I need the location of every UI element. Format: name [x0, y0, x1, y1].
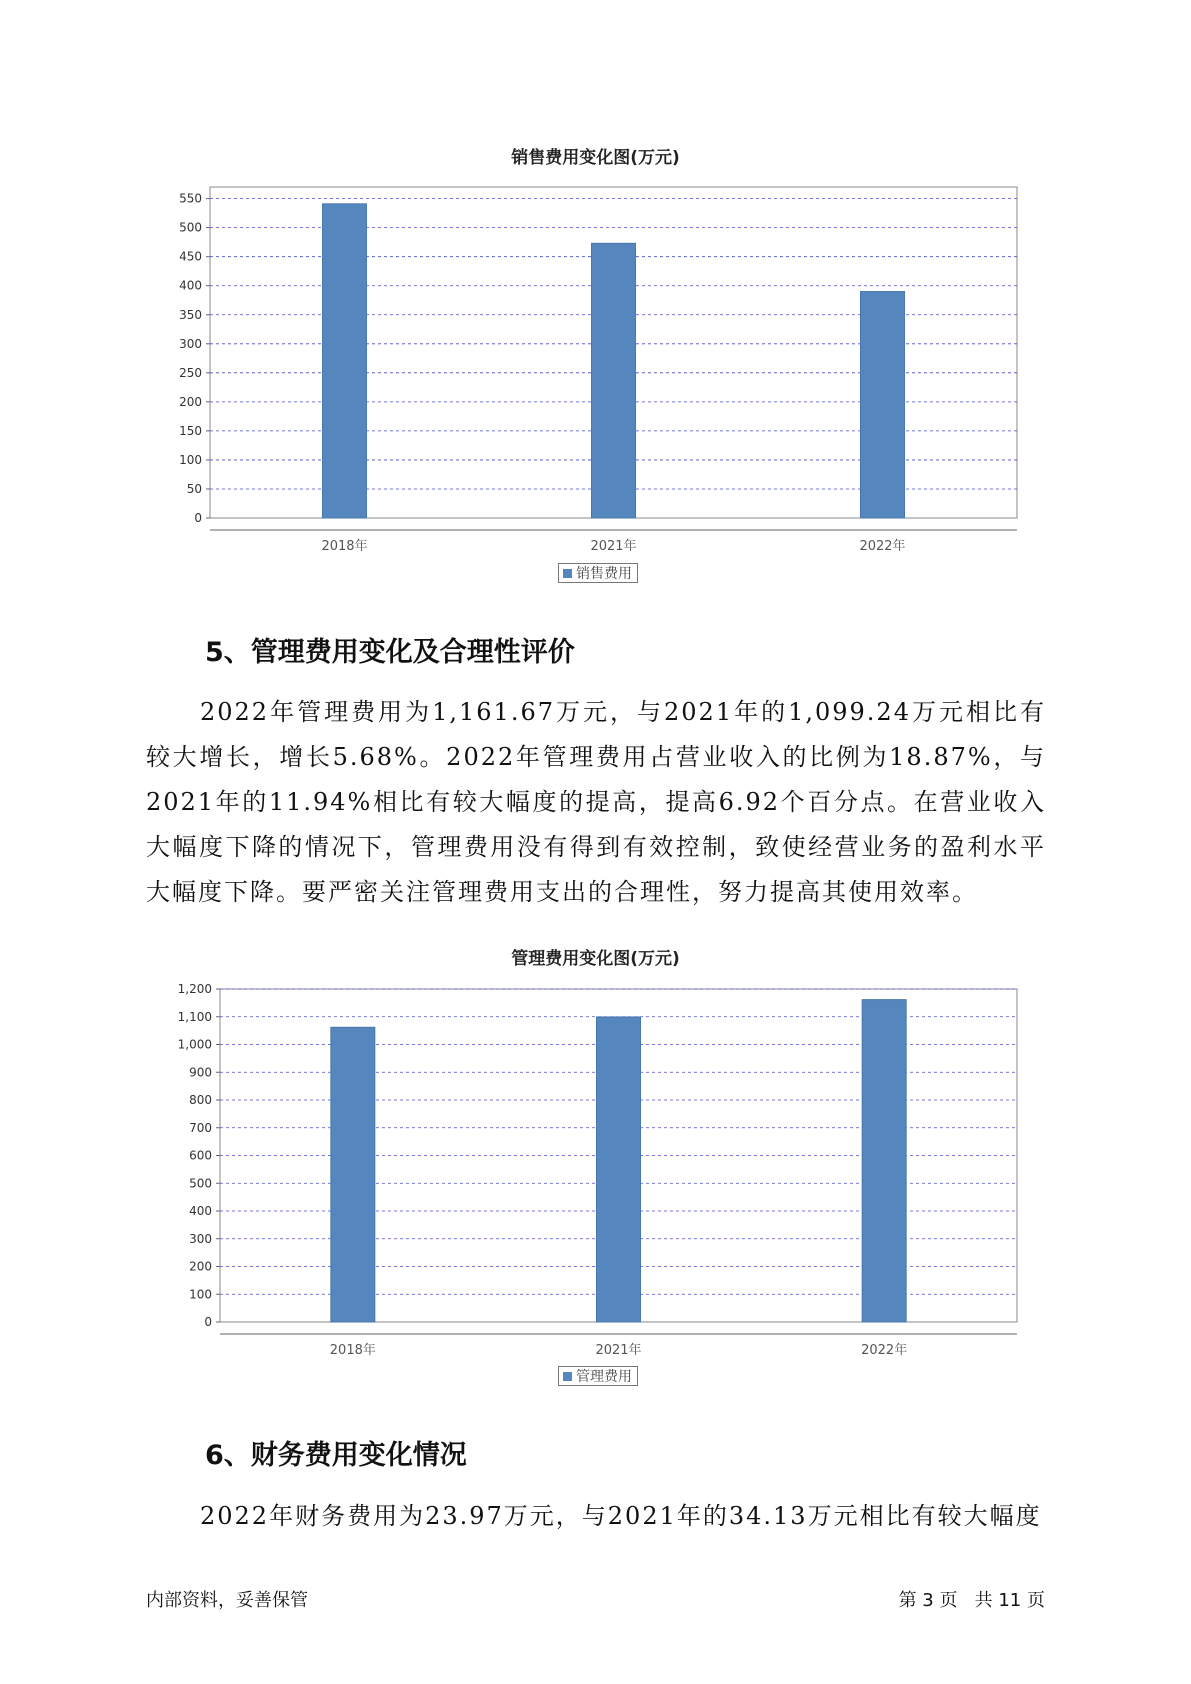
footer-left: 内部资料，妥善保管 — [146, 1590, 308, 1611]
legend-swatch — [563, 1372, 572, 1381]
y-tick-label: 50 — [186, 481, 202, 496]
section-5-heading: 5、管理费用变化及合理性评价 — [205, 637, 575, 668]
x-tick-label: 2021年 — [590, 539, 637, 554]
y-tick-label: 1,100 — [177, 1009, 212, 1024]
section-6-paragraph: 2022年财务费用为23.97万元，与2021年的34.13万元相比有较大幅度 — [200, 1502, 1042, 1530]
y-tick-label: 450 — [179, 249, 202, 264]
y-tick-label: 0 — [204, 1315, 212, 1329]
y-tick-label: 500 — [189, 1176, 212, 1191]
y-tick-label: 500 — [179, 220, 202, 235]
y-tick-label: 100 — [189, 1287, 212, 1302]
y-tick-label: 250 — [179, 365, 202, 380]
y-tick-label: 800 — [189, 1093, 212, 1107]
y-tick-label: 400 — [179, 278, 202, 293]
bar — [597, 1017, 641, 1322]
chart-1-legend-label: 销售费用 — [576, 566, 632, 582]
y-tick-label: 300 — [189, 1231, 212, 1246]
x-tick-label: 2021年 — [595, 1343, 642, 1358]
chart-2-legend-label: 管理费用 — [576, 1369, 632, 1385]
chart-2-legend — [558, 1366, 638, 1386]
x-tick-label: 2018年 — [329, 1343, 376, 1358]
y-tick-label: 200 — [179, 394, 202, 409]
y-tick-label: 0 — [194, 511, 202, 525]
bar — [862, 1000, 906, 1322]
y-tick-label: 1,000 — [177, 1037, 212, 1052]
y-tick-label: 350 — [179, 307, 202, 322]
footer-page-number: 第 3 页 共 11 页 — [898, 1590, 1045, 1611]
section-5-paragraph: 2022年管理费用为1,161.67万元，与2021年的1,099.24万元相比有较大增长，增长5.68%。2022年管理费用占营业收入的比例为18.87%，与2021年的11.94%相比有较大幅度的提高，提高6.92个百分点。在营业收入大幅度下降的情况下，管理费用没有得到有效控制，致使经营业务的盈利水平大幅度下降。要严密关注管理费用支出的合理性，努力提高其使用效率。 — [146, 698, 1046, 906]
y-tick-label: 100 — [179, 452, 202, 467]
y-tick-label: 600 — [189, 1148, 212, 1163]
y-tick-label: 400 — [189, 1204, 212, 1218]
section-6-heading: 6、财务费用变化情况 — [205, 1440, 467, 1471]
y-tick-label: 550 — [179, 191, 202, 206]
y-tick-label: 200 — [189, 1259, 212, 1274]
y-tick-label: 1,200 — [177, 982, 212, 996]
x-tick-label: 2022年 — [859, 539, 906, 554]
y-tick-label: 300 — [179, 336, 202, 351]
y-tick-label: 700 — [189, 1120, 212, 1135]
x-tick-label: 2018年 — [321, 539, 368, 554]
bar — [331, 1027, 375, 1322]
x-tick-label: 2022年 — [861, 1343, 908, 1358]
chart-1-title: 销售费用变化图(万元) — [511, 148, 680, 168]
y-tick-label: 150 — [179, 423, 202, 438]
y-tick-label: 900 — [189, 1065, 212, 1080]
chart-2-title: 管理费用变化图(万元) — [511, 949, 680, 969]
